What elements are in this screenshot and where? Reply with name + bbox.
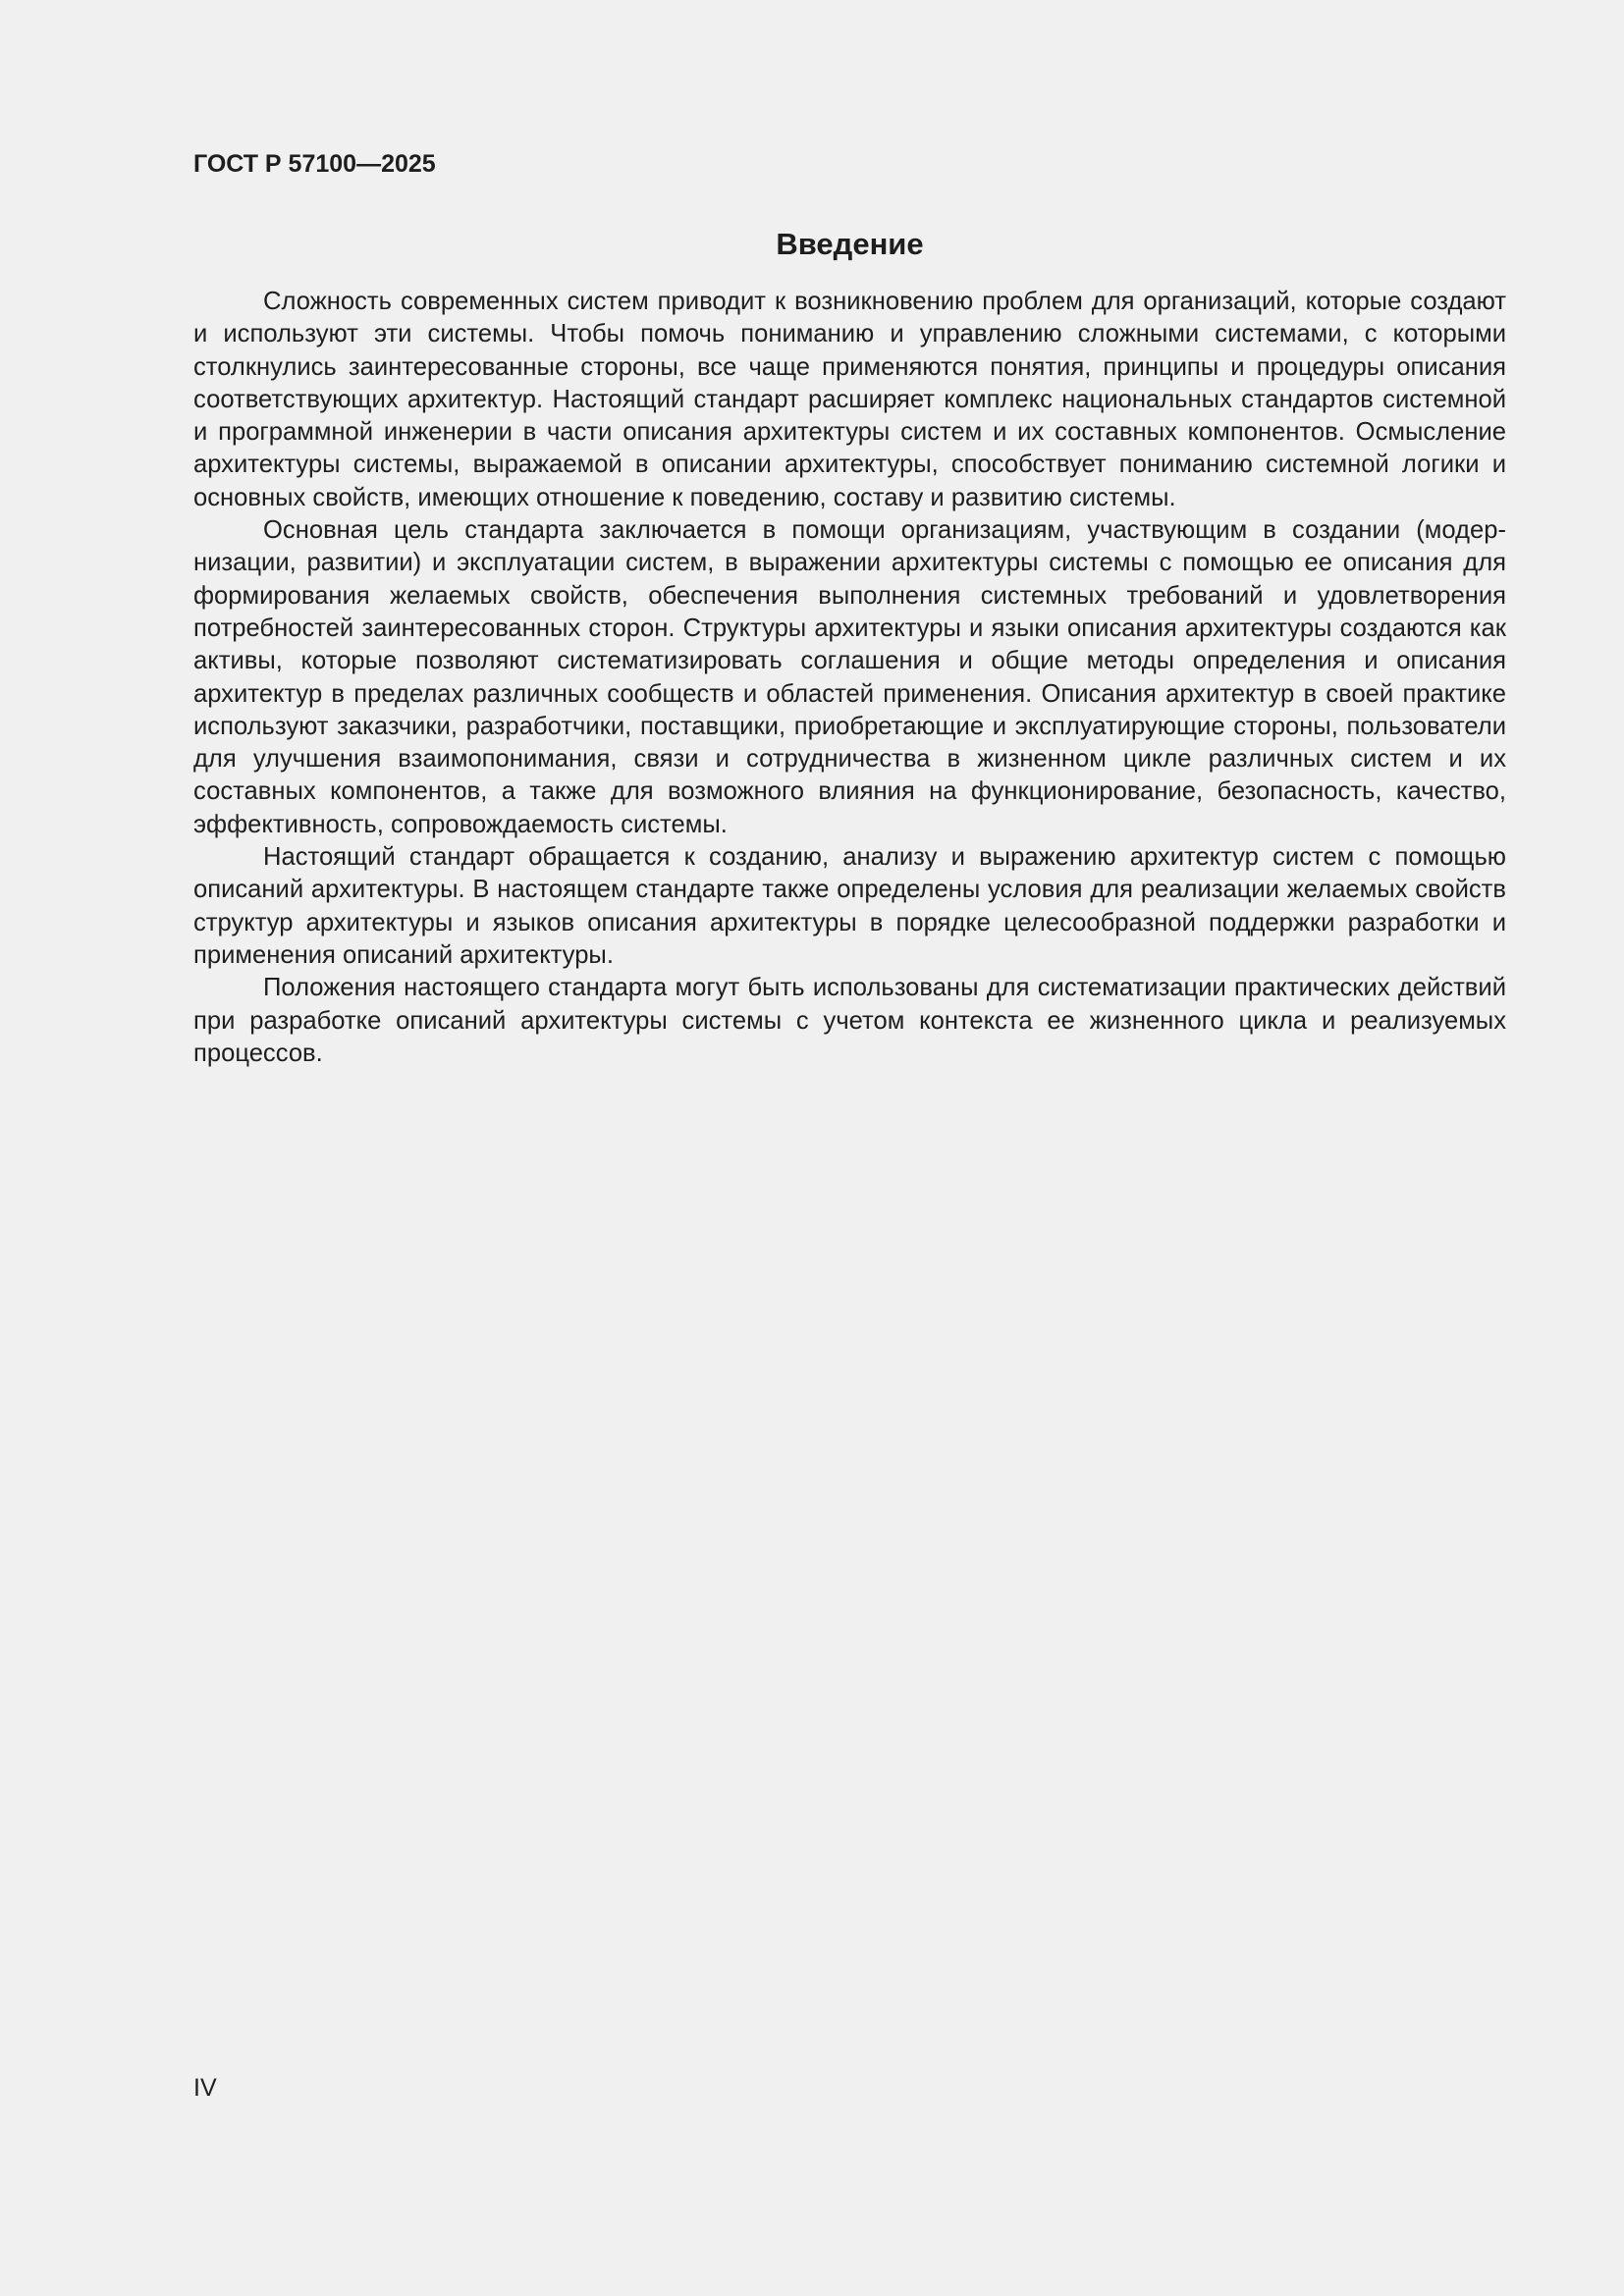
paragraph-3: Настоящий стандарт обращается к созданию, анализу и выражению архитектур систем с помощью описаний архитектуры. В настоящем стандарте также определены условия для реализации желаемых свойств структур архитектуры и языков описания архитектуры в порядке целесообразной поддержки разработки и применения описаний архитектуры.: [193, 843, 1506, 969]
section-title: Введение: [776, 227, 924, 261]
document-header: ГОСТ Р 57100—2025: [193, 150, 436, 178]
paragraph-1: Сложность современных систем приводит к возникновению проблем для организаций, которые создают и используют эти системы. Чтобы помочь пониманию и управлению сложными системами, с которыми столкнулись заинтересованные стороны, все чаще применяются понятия, принципы и процедуры описания соответствующих архитектур. Настоящий стандарт расширяет комплекс национальных стандартов системной и программной инженерии в части описания архитектуры систем и их составных компонентов. Осмысление архитектуры системы, выражаемой в описании архитектуры, способствует пониманию системной логики и основных свойств, имеющих отношение к поведению, составу и развитию системы.: [193, 288, 1506, 511]
body-text: [193, 286, 1506, 1070]
page-number: IV: [193, 2074, 217, 2102]
paragraph-4: Положения настоящего стандарта могут быть использованы для систематизации практических действий при разработке описаний архитектуры системы с учетом контекста ее жизненного цикла и реализуемых процессов.: [193, 974, 1506, 1067]
paragraph-2: Основная цель стандарта заключается в помощи организациям, участвующим в создании (модернизации, развитии) и эксплуатации систем, в выражении архитектуры системы с помощью ее описания для формирования желаемых свойств, обеспечения выполнения системных требований и удовлетворения потребностей заинтересованных сторон. Структуры архитектуры и языки описания архитектуры создаются как активы, которые позволяют систематизировать соглашения и общие методы определения и описания архитектур в пределах различных сообществ и областей применения. Описания архитектур в своей практике используют заказчики, разработчики, поставщики, приобретающие и эксплуатирующие стороны, пользователи для улучшения взаимопонимания, связи и сотрудничества в жизненном цикле различных систем и их составных компонентов, а также для возможного влияния на функционирование, безопасность, качество, эффективность, сопровождаемость системы.: [193, 516, 1506, 838]
